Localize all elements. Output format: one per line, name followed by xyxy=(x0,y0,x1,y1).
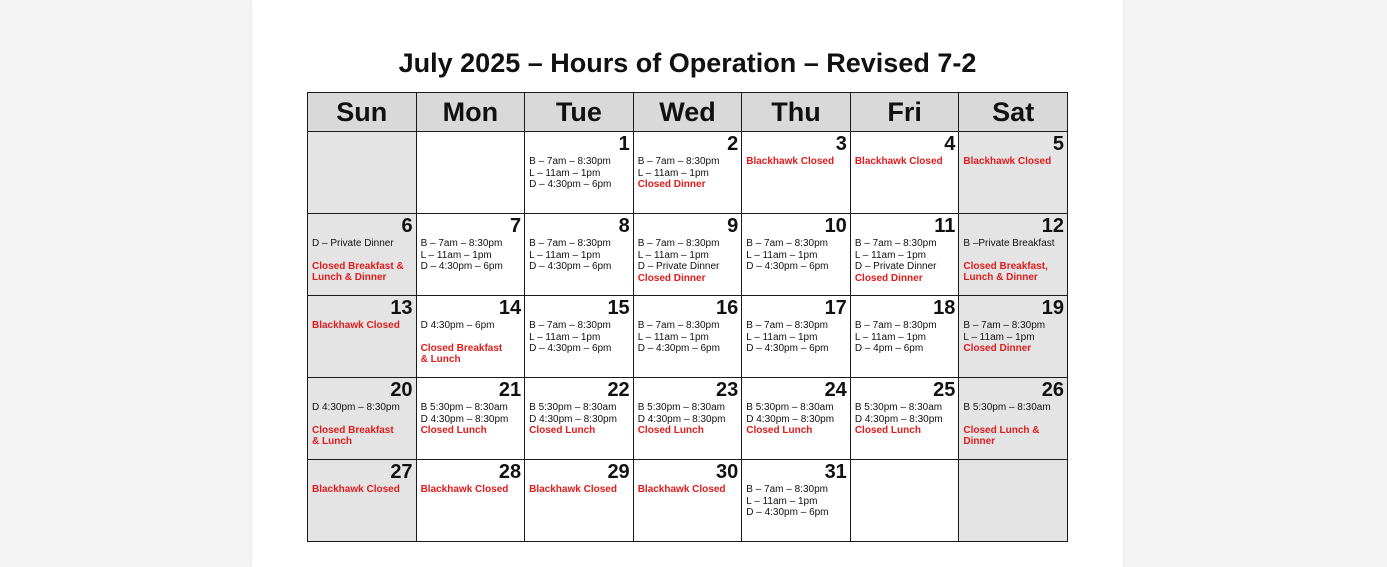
hours-line: L – 11am – 1pm xyxy=(420,249,492,261)
day-cell xyxy=(633,378,742,460)
hours-lines xyxy=(963,402,1064,448)
day-cell xyxy=(850,296,959,378)
hours-line: D – 4:30pm – 6pm xyxy=(637,343,720,354)
day-cell xyxy=(525,378,634,460)
weekday-header-row xyxy=(308,93,1068,132)
closed-note: Closed Breakfast & xyxy=(312,260,404,272)
closed-note: Blackhawk Closed xyxy=(637,484,726,495)
hours-line: B – 7am – 8:30pm xyxy=(963,320,1046,331)
closed-note: & Lunch xyxy=(420,354,461,365)
day-cell xyxy=(308,296,417,378)
hours-line: B 5:30pm – 8:30am xyxy=(637,402,725,413)
day-cell xyxy=(308,460,417,542)
closed-note: Lunch & Dinner xyxy=(963,272,1038,283)
day-cell xyxy=(633,460,742,542)
hours-lines xyxy=(746,484,847,519)
hours-line: B 5:30pm – 8:30am xyxy=(963,402,1051,413)
hours-line: B – 7am – 8:30pm xyxy=(529,156,611,167)
hours-lines xyxy=(855,402,956,437)
hours-line: D 4:30pm – 8:30pm xyxy=(746,413,835,425)
hours-lines xyxy=(963,238,1064,284)
hours-line: L – 11am – 1pm xyxy=(529,331,601,343)
weekday-header: Sun xyxy=(308,93,417,132)
closed-note: Blackhawk Closed xyxy=(312,484,400,495)
day-number: 10 xyxy=(824,215,847,237)
hours-lines xyxy=(963,156,1064,168)
hours-lines xyxy=(855,320,956,355)
day-number: 5 xyxy=(1052,133,1064,155)
hours-lines xyxy=(963,320,1064,355)
day-cell xyxy=(850,460,959,542)
hours-lines xyxy=(529,320,630,355)
day-cell xyxy=(850,378,959,460)
day-number: 13 xyxy=(390,297,413,319)
page-title: July 2025 – Hours of Operation – Revised 7-2 xyxy=(398,48,977,78)
hours-lines xyxy=(312,320,413,332)
hours-line: D 4:30pm – 8:30pm xyxy=(529,413,617,425)
hours-lines xyxy=(529,156,630,191)
document-page xyxy=(252,0,1123,567)
weekday-header: Wed xyxy=(633,93,742,132)
day-cell xyxy=(525,460,634,542)
weekday-header: Tue xyxy=(525,93,634,132)
hours-lines xyxy=(421,320,522,366)
hours-line: D – 4:30pm – 6pm xyxy=(529,179,612,190)
day-number: 6 xyxy=(401,215,413,237)
hours-lines xyxy=(746,238,847,273)
day-cell xyxy=(742,378,851,460)
hours-lines xyxy=(312,238,413,284)
closed-note: Closed Lunch xyxy=(854,425,921,436)
closed-note: Closed Lunch xyxy=(420,425,487,436)
day-cell xyxy=(416,214,525,296)
hours-line: D – 4pm – 6pm xyxy=(854,343,924,354)
day-number: 29 xyxy=(607,461,630,483)
weekday-header: Fri xyxy=(850,93,959,132)
day-number: 11 xyxy=(934,215,956,237)
hours-line: B 5:30pm – 8:30am xyxy=(420,402,508,413)
day-number: 25 xyxy=(933,379,956,401)
hours-line: D 4:30pm – 8:30pm xyxy=(420,413,509,425)
hours-lines xyxy=(529,238,630,273)
hours-line: D 4:30pm – 8:30pm xyxy=(312,402,400,413)
day-number: 22 xyxy=(607,379,630,401)
day-number: 18 xyxy=(933,297,956,319)
hours-line: B – 7am – 8:30pm xyxy=(420,238,503,249)
hours-lines xyxy=(638,484,739,496)
day-number: 27 xyxy=(390,461,413,483)
closed-note: Dinner xyxy=(963,436,996,447)
day-cell xyxy=(959,460,1068,542)
hours-line: B 5:30pm – 8:30am xyxy=(529,402,617,413)
day-cell xyxy=(308,132,417,214)
hours-lines xyxy=(746,320,847,355)
hours-line: D – 4:30pm – 6pm xyxy=(746,343,829,354)
hours-line: L – 11am – 1pm xyxy=(854,331,926,343)
closed-note: Closed Lunch xyxy=(637,425,704,436)
hours-line: D – Private Dinner xyxy=(312,238,394,249)
week-row xyxy=(308,378,1068,460)
hours-line: D – Private Dinner xyxy=(854,261,937,272)
hours-lines xyxy=(638,320,739,355)
hours-line: B – 7am – 8:30pm xyxy=(529,238,611,249)
hours-line: B – 7am – 8:30pm xyxy=(854,238,937,249)
closed-note: & Lunch xyxy=(312,436,352,447)
closed-note: Blackhawk Closed xyxy=(746,156,835,167)
closed-note: Closed Breakfast xyxy=(312,424,394,436)
hours-line: B – 7am – 8:30pm xyxy=(637,238,720,249)
hours-line: L – 11am – 1pm xyxy=(854,249,926,261)
day-number xyxy=(855,461,956,483)
day-cell xyxy=(525,214,634,296)
hours-line: L – 11am – 1pm xyxy=(746,495,818,507)
closed-note: Blackhawk Closed xyxy=(963,156,1052,167)
hours-line: L – 11am – 1pm xyxy=(963,331,1035,343)
day-number: 23 xyxy=(716,379,739,401)
day-cell xyxy=(308,378,417,460)
closed-note: Blackhawk Closed xyxy=(420,484,509,495)
hours-lines xyxy=(746,402,847,437)
weekday-header: Mon xyxy=(416,93,525,132)
day-number: 24 xyxy=(824,379,847,401)
day-cell xyxy=(525,296,634,378)
hours-line: D – 4:30pm – 6pm xyxy=(746,261,829,272)
hours-lines xyxy=(638,402,739,437)
day-number: 28 xyxy=(498,461,522,483)
hours-lines xyxy=(312,402,413,448)
closed-note: Blackhawk Closed xyxy=(312,320,400,331)
hours-line: L – 11am – 1pm xyxy=(637,331,709,343)
day-cell xyxy=(742,214,851,296)
hours-line: L – 11am – 1pm xyxy=(746,249,818,261)
week-row xyxy=(308,214,1068,296)
day-cell xyxy=(959,132,1068,214)
day-number: 2 xyxy=(727,133,739,155)
day-number: 20 xyxy=(390,379,413,401)
day-cell xyxy=(742,296,851,378)
day-number: 17 xyxy=(824,297,847,319)
closed-note: Closed Lunch & xyxy=(963,424,1040,436)
day-cell xyxy=(850,132,959,214)
day-number: 7 xyxy=(510,215,522,237)
hours-line: D 4:30pm – 8:30pm xyxy=(854,413,943,425)
day-number: 16 xyxy=(716,297,739,319)
hours-line: B – 7am – 8:30pm xyxy=(854,320,937,331)
closed-note: Closed Breakfast, xyxy=(963,260,1048,272)
closed-note: Blackhawk Closed xyxy=(529,484,617,495)
hours-lines xyxy=(638,156,739,191)
hours-lines xyxy=(312,484,413,496)
weekday-header: Sat xyxy=(959,93,1068,132)
day-number: 31 xyxy=(824,461,847,483)
day-cell xyxy=(742,460,851,542)
day-number xyxy=(421,133,522,155)
day-number: 4 xyxy=(944,133,956,155)
day-number: 26 xyxy=(1041,379,1064,401)
day-cell xyxy=(633,214,742,296)
day-number xyxy=(312,133,413,155)
day-cell xyxy=(416,132,525,214)
calendar-body xyxy=(308,132,1068,542)
closed-note: Blackhawk Closed xyxy=(854,156,943,167)
weekday-header: Thu xyxy=(742,93,851,132)
hours-line: B – 7am – 8:30pm xyxy=(746,484,828,495)
day-number: 19 xyxy=(1041,297,1064,319)
closed-note: Closed Breakfast xyxy=(420,342,503,354)
day-cell xyxy=(850,214,959,296)
hours-line: B – 7am – 8:30pm xyxy=(637,156,720,167)
hours-line: D 4:30pm – 8:30pm xyxy=(637,413,726,425)
day-cell xyxy=(959,214,1068,296)
closed-note: Closed Lunch xyxy=(529,425,596,436)
hours-line: B – 7am – 8:30pm xyxy=(529,320,611,331)
closed-note: Closed Dinner xyxy=(637,272,706,284)
hours-line: D – 4:30pm – 6pm xyxy=(529,343,612,354)
hours-lines xyxy=(529,484,630,496)
closed-note: Closed Dinner xyxy=(637,179,706,190)
hours-line: B – 7am – 8:30pm xyxy=(746,238,828,249)
day-number: 15 xyxy=(607,297,630,319)
hours-line: D 4:30pm – 6pm xyxy=(420,320,495,331)
hours-lines xyxy=(421,238,522,273)
day-number: 3 xyxy=(835,133,847,155)
day-number xyxy=(963,461,1064,483)
day-cell xyxy=(742,132,851,214)
day-cell xyxy=(416,296,525,378)
day-number: 14 xyxy=(498,297,522,319)
hours-lines xyxy=(529,402,630,437)
hours-line: L – 11am – 1pm xyxy=(637,167,709,179)
hours-lines xyxy=(746,156,847,168)
hours-lines xyxy=(855,238,956,284)
hours-line: B – 7am – 8:30pm xyxy=(637,320,720,331)
week-row xyxy=(308,460,1068,542)
closed-note: Closed Lunch xyxy=(746,425,813,436)
hours-line: L – 11am – 1pm xyxy=(529,167,601,179)
hours-line: L – 11am – 1pm xyxy=(746,331,818,343)
day-cell xyxy=(633,296,742,378)
day-cell xyxy=(416,378,525,460)
day-cell xyxy=(525,132,634,214)
calendar-table xyxy=(307,92,1068,542)
day-number: 9 xyxy=(727,215,739,237)
closed-note: Closed Dinner xyxy=(963,343,1032,354)
hours-lines xyxy=(421,402,522,437)
day-number: 8 xyxy=(618,215,630,237)
hours-line: D – 4:30pm – 6pm xyxy=(746,507,829,518)
hours-line: L – 11am – 1pm xyxy=(637,249,709,261)
day-cell xyxy=(959,378,1068,460)
hours-lines xyxy=(638,238,739,284)
day-number: 1 xyxy=(618,133,630,155)
hours-lines xyxy=(855,156,956,168)
hours-line: L – 11am – 1pm xyxy=(529,249,601,261)
day-cell xyxy=(959,296,1068,378)
day-number: 21 xyxy=(498,379,522,401)
hours-line: B – 7am – 8:30pm xyxy=(746,320,828,331)
hours-line: D – 4:30pm – 6pm xyxy=(529,261,612,272)
closed-note: Lunch & Dinner xyxy=(312,272,387,283)
week-row xyxy=(308,132,1068,214)
hours-line: D – Private Dinner xyxy=(637,261,720,272)
day-cell xyxy=(633,132,742,214)
closed-note: Closed Dinner xyxy=(854,272,923,284)
hours-line: B 5:30pm – 8:30am xyxy=(746,402,834,413)
day-cell xyxy=(308,214,417,296)
hours-lines xyxy=(421,484,522,496)
day-number: 12 xyxy=(1041,215,1064,237)
week-row xyxy=(308,296,1068,378)
hours-line: B –Private Breakfast xyxy=(963,238,1055,249)
hours-line: B 5:30pm – 8:30am xyxy=(854,402,943,413)
hours-line: D – 4:30pm – 6pm xyxy=(420,261,503,272)
day-number: 30 xyxy=(716,461,739,483)
day-cell xyxy=(416,460,525,542)
